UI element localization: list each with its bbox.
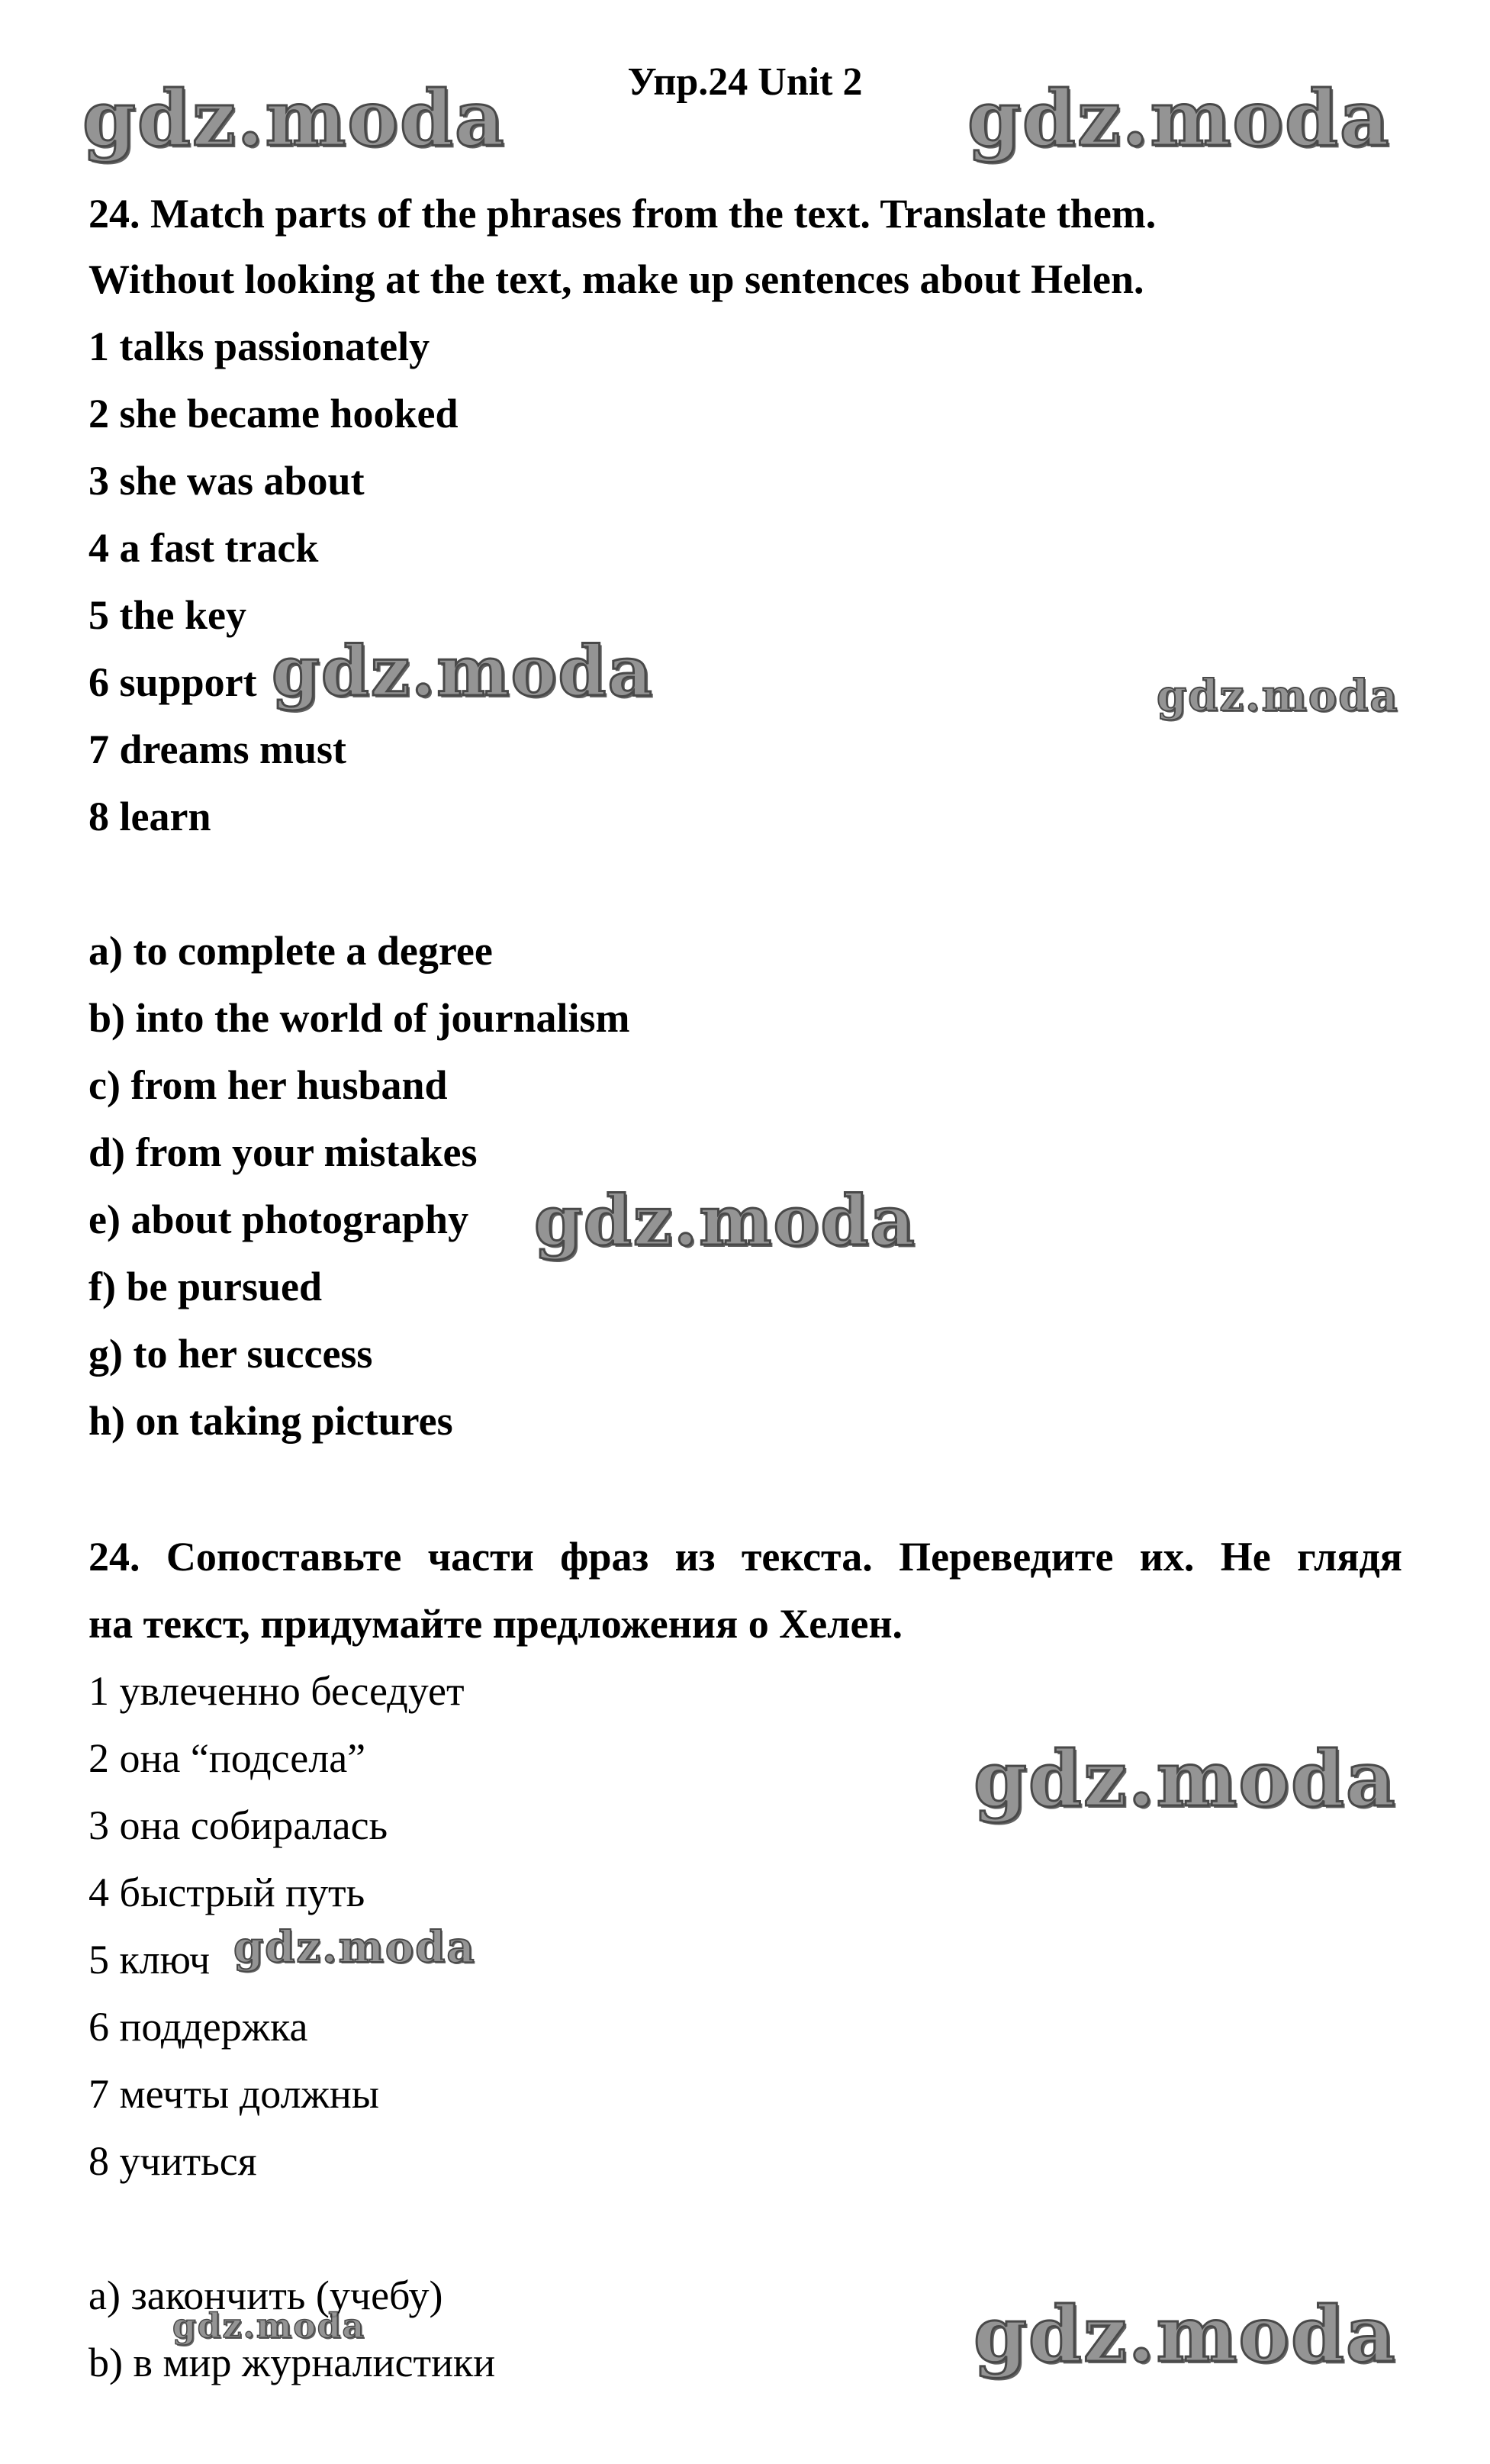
english-item-8: 8 learn bbox=[88, 794, 211, 839]
watermark: gdz.moda bbox=[1157, 671, 1399, 721]
english-item-1: 1 talks passionately bbox=[88, 324, 430, 369]
watermark: gdz.moda bbox=[172, 2307, 366, 2346]
watermark: gdz.moda bbox=[973, 1734, 1397, 1824]
russian-item-4: 4 быстрый путь bbox=[88, 1870, 365, 1915]
english-option-a: a) to complete a degree bbox=[88, 928, 493, 974]
english-option-f: f) be pursued bbox=[88, 1264, 323, 1309]
english-option-b: b) into the world of journalism bbox=[88, 995, 630, 1041]
english-task-line-2: Without looking at the text, make up sentences about Helen. bbox=[88, 256, 1144, 302]
english-option-d: d) from your mistakes bbox=[88, 1129, 478, 1175]
russian-item-2: 2 она “подсела” bbox=[88, 1735, 366, 1781]
russian-option-a: a) закончить (учебу) bbox=[88, 2272, 443, 2318]
russian-task-line-1: 24. Сопоставьте части фраз из текста. Переведите их. Не глядя bbox=[88, 1534, 1402, 1580]
watermark: gdz.moda bbox=[534, 1180, 916, 1261]
english-item-4: 4 a fast track bbox=[88, 525, 319, 571]
english-item-3: 3 she was about bbox=[88, 458, 365, 504]
russian-option-b: b) в мир журналистики bbox=[88, 2340, 496, 2385]
watermark: gdz.moda bbox=[272, 631, 654, 712]
english-option-e: e) about photography bbox=[88, 1197, 469, 1242]
russian-item-5: 5 ключ bbox=[88, 1937, 211, 1982]
english-option-h: h) on taking pictures bbox=[88, 1398, 453, 1444]
watermark: gdz.moda bbox=[967, 73, 1391, 163]
russian-item-8: 8 учиться bbox=[88, 2138, 257, 2184]
page-title: Упр.24 Unit 2 bbox=[627, 60, 863, 104]
english-option-c: c) from her husband bbox=[88, 1062, 448, 1108]
russian-item-6: 6 поддержка bbox=[88, 2004, 308, 2050]
english-task-line-1: 24. Match parts of the phrases from the text. Translate them. bbox=[88, 191, 1157, 237]
english-item-2: 2 she became hooked bbox=[88, 391, 459, 436]
english-item-5: 5 the key bbox=[88, 592, 246, 638]
english-option-g: g) to her success bbox=[88, 1331, 373, 1377]
watermark: gdz.moda bbox=[973, 2289, 1397, 2379]
russian-task-line-2: на текст, придумайте предложения о Хелен. bbox=[88, 1601, 903, 1647]
russian-item-3: 3 она собиралась bbox=[88, 1802, 388, 1848]
russian-item-1: 1 увлеченно беседует bbox=[88, 1668, 465, 1714]
english-item-7: 7 dreams must bbox=[88, 726, 347, 772]
watermark: gdz.moda bbox=[82, 73, 506, 163]
watermark: gdz.moda bbox=[233, 1922, 476, 1973]
english-item-6: 6 support bbox=[88, 659, 257, 705]
russian-item-7: 7 мечты должны bbox=[88, 2071, 380, 2117]
